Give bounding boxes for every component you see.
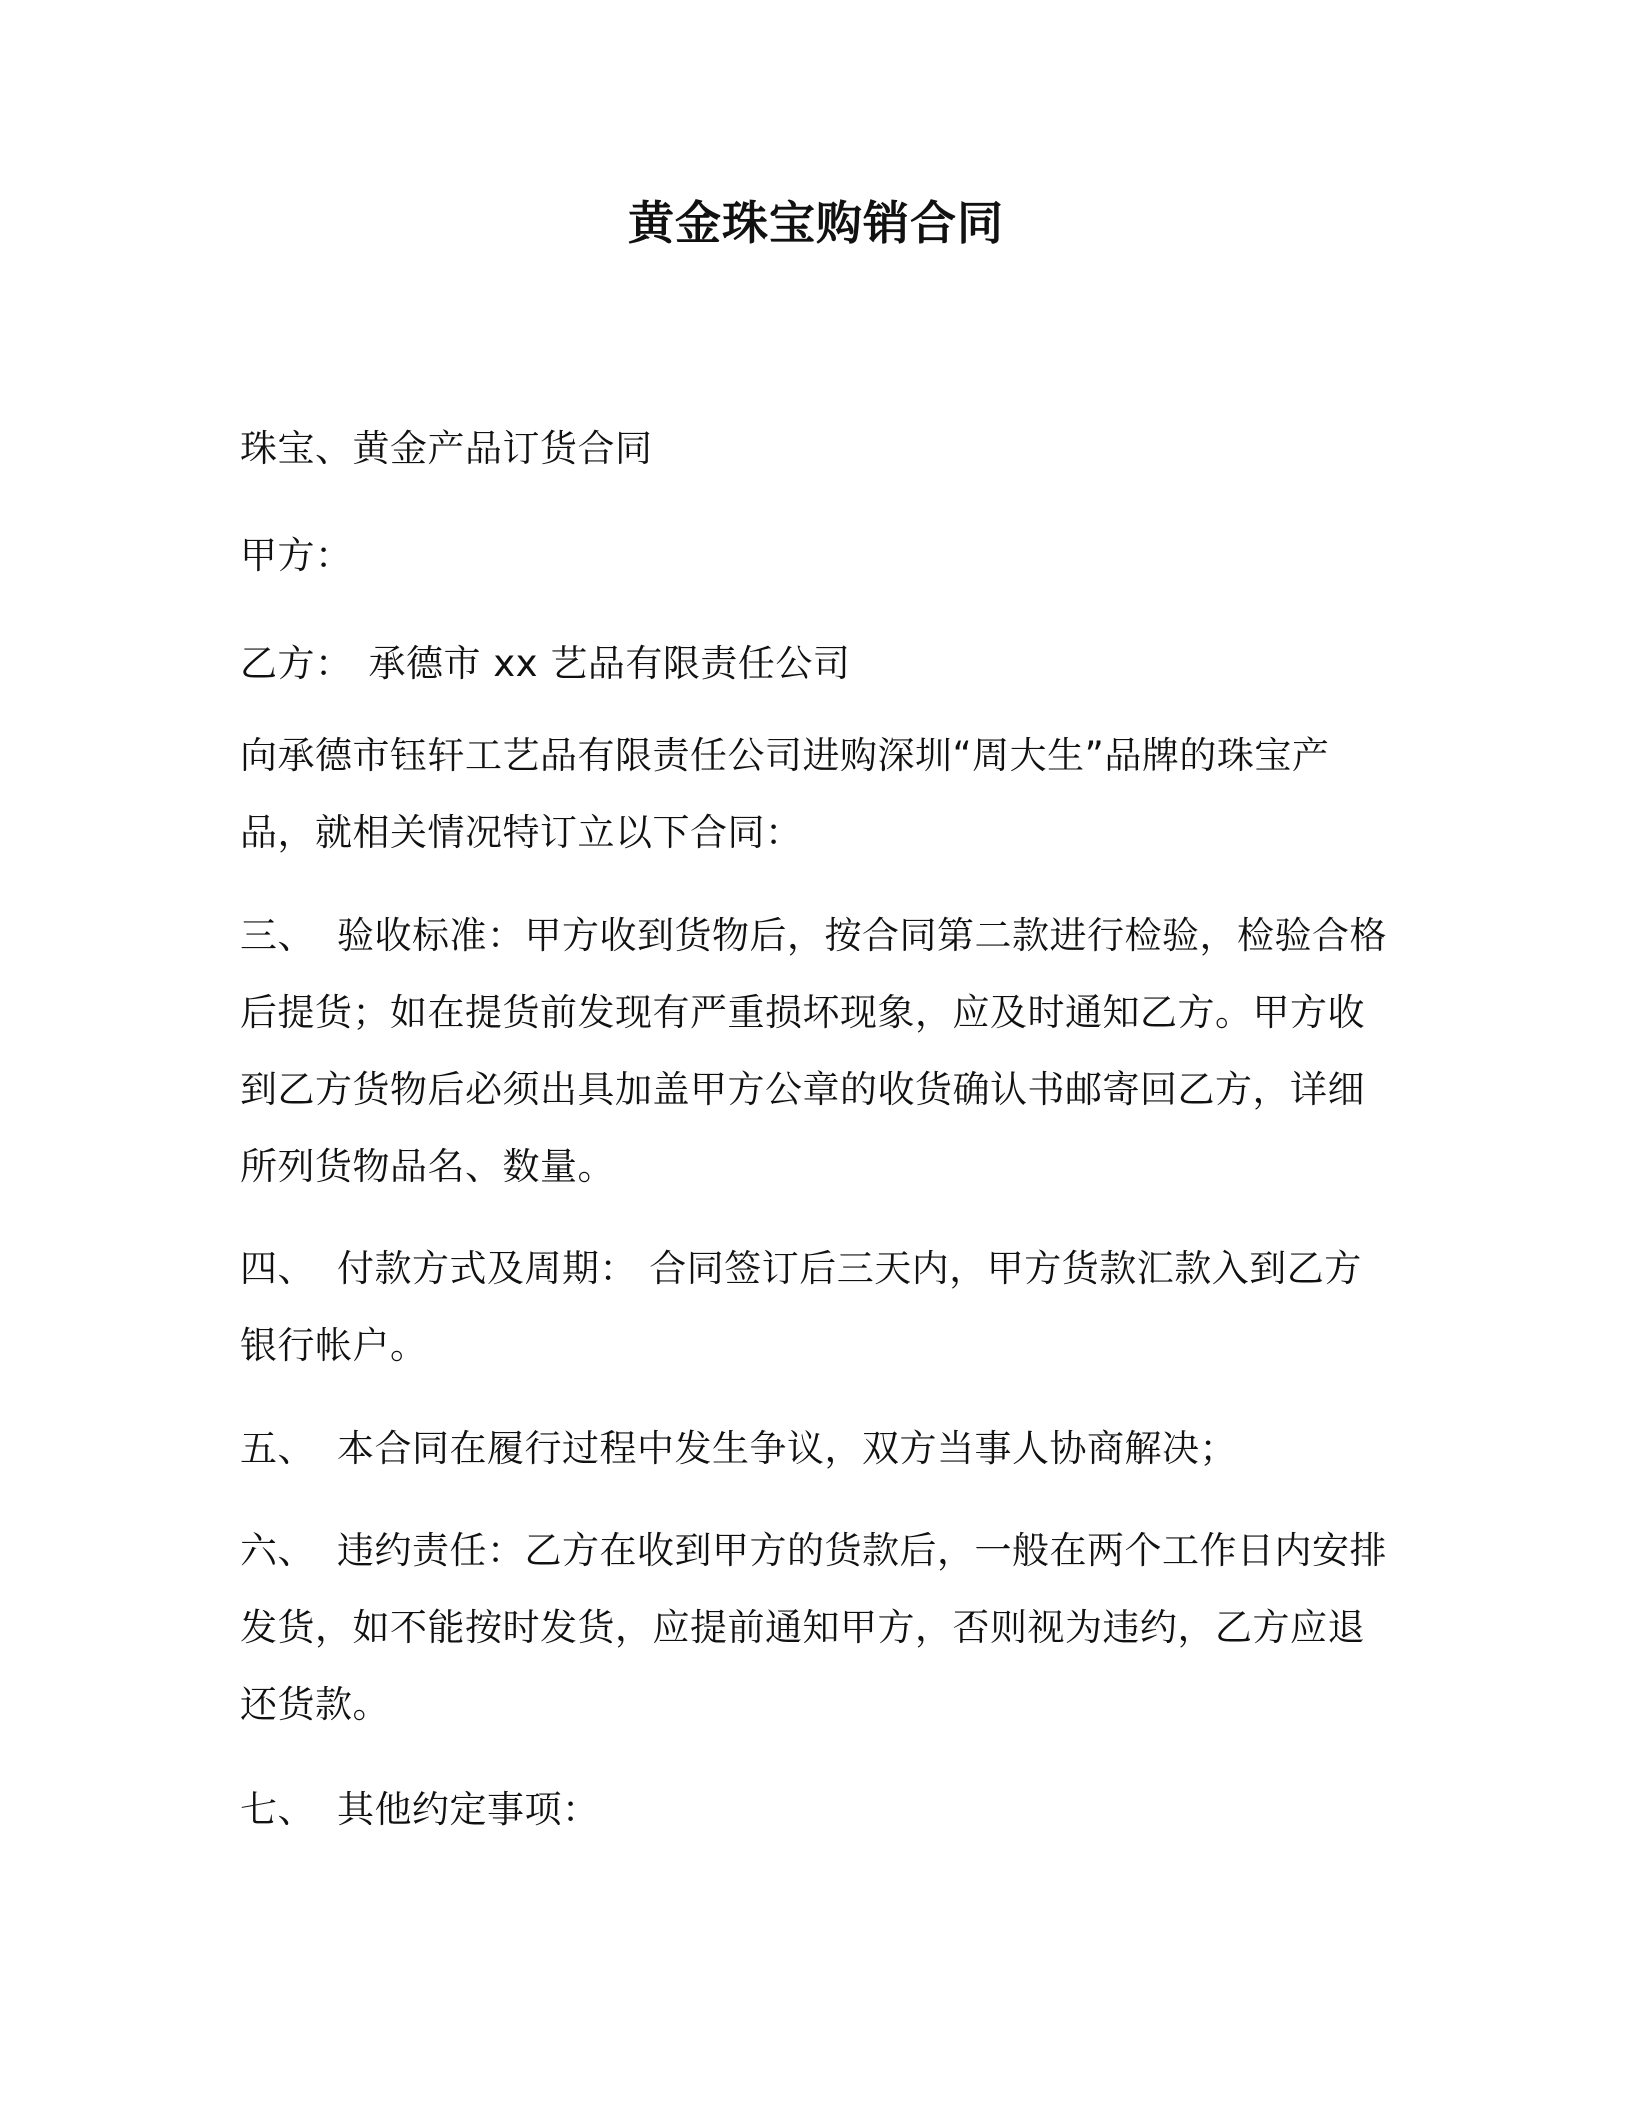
clause-number: 七、 xyxy=(240,1788,315,1831)
clause-text: 验收标准：甲方收到货物后，按合同第二款进行检验，检验合格后提货；如在提货前发现有严重损坏现象，应及时通知乙方。甲方收到乙方货物后必须出具加盖甲方公章的收货确认书邮寄回乙方，详细所列货物品名、数量。 xyxy=(240,914,1387,1188)
document-title: 黄金珠宝购销合同 xyxy=(628,196,1004,250)
party-b-line xyxy=(240,625,1390,702)
clause-text: 本合同在履行过程中发生争议，双方当事人协商解决； xyxy=(337,1427,1237,1470)
clause-3 xyxy=(240,897,1390,1205)
clause-6 xyxy=(240,1512,1390,1743)
clause-4 xyxy=(240,1230,1390,1384)
clause-7 xyxy=(240,1771,1390,1848)
intro-paragraph: 向承德市钰轩工艺品有限责任公司进购深圳“周大生”品牌的珠宝产品，就相关情况特订立以下合同： xyxy=(240,734,1330,854)
clause-number: 五、 xyxy=(240,1427,315,1470)
document-subtitle: 珠宝、黄金产品订货合同 xyxy=(240,427,653,470)
clause-number: 六、 xyxy=(240,1529,315,1572)
clause-5 xyxy=(240,1410,1390,1487)
party-b-value: 承德市 xx 艺品有限责任公司 xyxy=(368,642,851,685)
party-b-label: 乙方： xyxy=(240,642,353,685)
clause-number: 四、 xyxy=(240,1247,315,1290)
party-a-line xyxy=(240,517,1390,594)
clause-text: 付款方式及周期： 合同签订后三天内，甲方货款汇款入到乙方银行帐户。 xyxy=(240,1247,1362,1367)
clause-text: 违约责任：乙方在收到甲方的货款后，一般在两个工作日内安排发货，如不能按时发货，应提前通知甲方，否则视为违约，乙方应退还货款。 xyxy=(240,1529,1387,1726)
clause-text: 其他约定事项： xyxy=(337,1788,600,1831)
clause-number: 三、 xyxy=(240,914,315,957)
party-a-label: 甲方： xyxy=(240,534,353,577)
